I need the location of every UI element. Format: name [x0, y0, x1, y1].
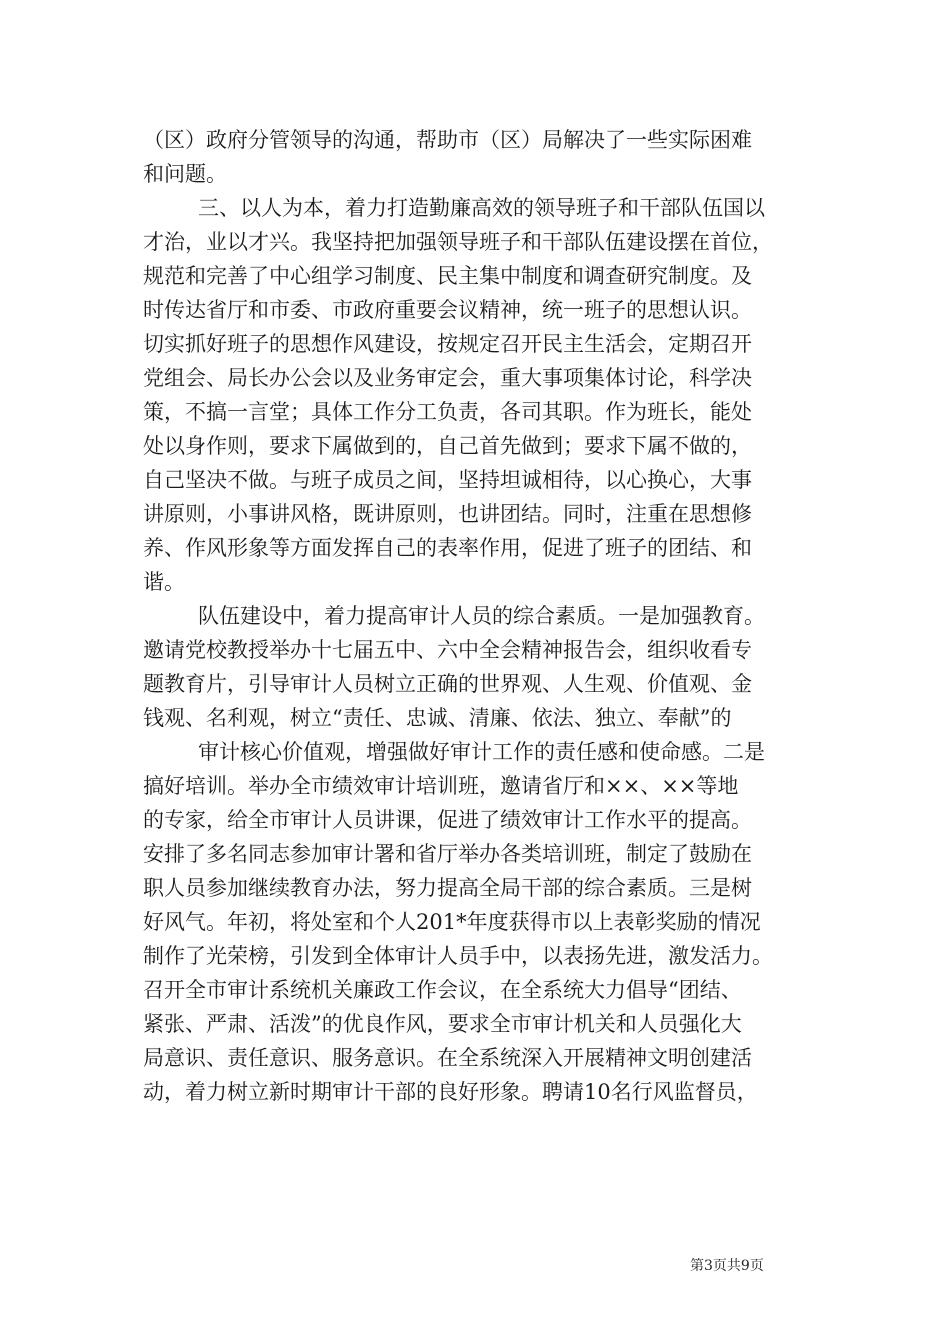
body-text-line: 紧张、严肃、活泼”的优良作风，要求全市审计机关和人员强化大 [143, 1012, 742, 1036]
body-text-line: 切实抓好班子的思想作风建设，按规定召开民主生活会，定期召开 [143, 332, 752, 356]
page-number-footer: 第3页共9页 [690, 1258, 764, 1274]
body-text-line: 党组会、局长办公会以及业务审定会，重大事项集体讨论，科学决 [143, 366, 752, 390]
body-text-line: 养、作风形象等方面发挥自己的表率作用，促进了班子的团结、和 [143, 536, 752, 560]
body-text-line: 规范和完善了中心组学习制度、民主集中制度和调查研究制度。及 [143, 264, 752, 288]
body-text-line: 才治，业以才兴。我坚持把加强领导班子和干部队伍建设摆在首位， [143, 230, 773, 254]
body-text-line: 的专家，给全市审计人员讲课，促进了绩效审计工作水平的提高。 [143, 808, 752, 832]
body-text-line: 职人员参加继续教育办法，努力提高全局干部的综合素质。三是树 [143, 876, 752, 900]
paragraph-first-line: 队伍建设中，着力提高审计人员的综合素质。一是加强教育。 [198, 604, 765, 628]
body-text-line: 好风气。年初，将处室和个人201*年度获得市以上表彰奖励的情况 [143, 910, 761, 934]
body-text-line: 动，着力树立新时期审计干部的良好形象。聘请10名行风监督员， [143, 1080, 758, 1104]
paragraph-first-line: 审计核心价值观，增强做好审计工作的责任感和使命感。二是 [198, 740, 765, 764]
body-text-line: 处以身作则，要求下属做到的，自己首先做到；要求下属不做的， [143, 434, 752, 458]
body-text-line: 时传达省厅和市委、市政府重要会议精神，统一班子的思想认识。 [143, 298, 752, 322]
body-text-line: 局意识、责任意识、服务意识。在全系统深入开展精神文明创建活 [143, 1046, 752, 1070]
body-text-line: 召开全市审计系统机关廉政工作会议，在全系统大力倡导“团结、 [143, 978, 742, 1002]
body-text-line: 策，不搞一言堂；具体工作分工负责，各司其职。作为班长，能处 [143, 400, 752, 424]
body-text-line: 钱观、名利观，树立“责任、忠诚、清廉、依法、独立、奉献”的 [143, 706, 732, 730]
paragraph-first-line: 三、以人为本，着力打造勤廉高效的领导班子和干部队伍国以 [198, 196, 765, 220]
body-text-line: 谐。 [143, 570, 185, 594]
body-text-line: 自己坚决不做。与班子成员之间，坚持坦诚相待，以心换心，大事 [143, 468, 752, 492]
body-text-line: 和问题。 [143, 162, 227, 186]
body-text-line: 搞好培训。举办全市绩效审计培训班，邀请省厅和××、××等地 [143, 774, 739, 798]
body-text-line: 邀请党校教授举办十七届五中、六中全会精神报告会，组织收看专 [143, 638, 752, 662]
body-text-line: 安排了多名同志参加审计署和省厅举办各类培训班，制定了鼓励在 [143, 842, 752, 866]
body-text-line: （区）政府分管领导的沟通，帮助市（区）局解决了一些实际困难 [143, 128, 752, 152]
body-text-line: 讲原则，小事讲风格，既讲原则，也讲团结。同时，注重在思想修 [143, 502, 752, 526]
body-text-line: 制作了光荣榜，引发到全体审计人员手中，以表扬先进，激发活力。 [143, 944, 773, 968]
body-text-line: 题教育片，引导审计人员树立正确的世界观、人生观、价值观、金 [143, 672, 752, 696]
